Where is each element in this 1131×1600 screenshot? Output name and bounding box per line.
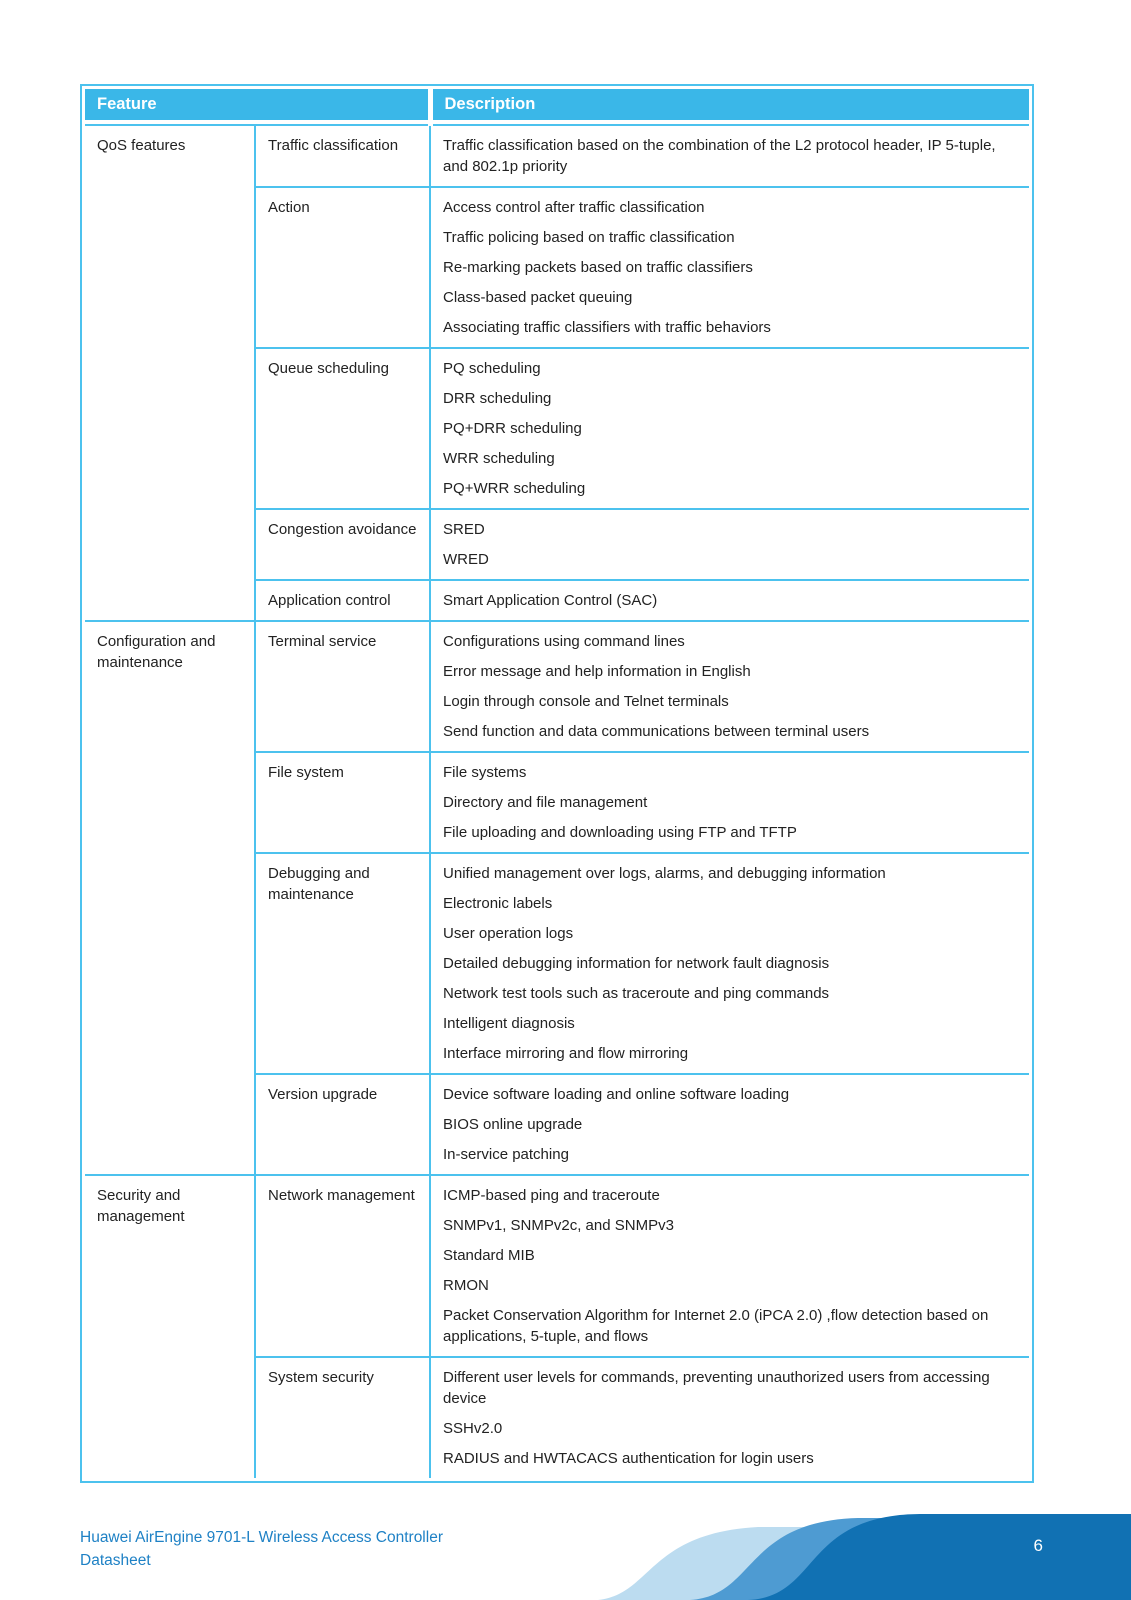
- description-cell: [430, 187, 1029, 348]
- description-item: Packet Conservation Algorithm for Internet 2.0 (iPCA 2.0) ,flow detection based on applications, 5-tuple, and flows: [443, 1307, 989, 1345]
- description-cell: [430, 752, 1029, 853]
- description-cell: [430, 853, 1029, 1074]
- description-item: RMON: [443, 1277, 489, 1294]
- table-header-row: [85, 89, 1029, 125]
- description-item: Traffic classification based on the combination of the L2 protocol header, IP 5-tuple, and 802.1p priority: [443, 137, 996, 175]
- category-cell-configuration: Configuration and maintenance: [85, 621, 255, 1175]
- description-column-header: Description: [430, 89, 1029, 125]
- description-item: Different user levels for commands, preventing unauthorized users from accessing device: [443, 1369, 990, 1407]
- feature-cell: Debugging and maintenance: [255, 853, 430, 1074]
- description-item: Login through console and Telnet terminals: [443, 693, 729, 710]
- feature-cell: Traffic classification: [255, 125, 430, 187]
- description-item: Unified management over logs, alarms, and debugging information: [443, 865, 886, 882]
- description-item: User operation logs: [443, 925, 574, 942]
- description-item: Traffic policing based on traffic classification: [443, 229, 735, 246]
- description-item: SRED: [443, 521, 485, 538]
- description-item: SNMPv1, SNMPv2c, and SNMPv3: [443, 1217, 674, 1234]
- description-cell: [430, 1357, 1029, 1478]
- description-item: Standard MIB: [443, 1247, 535, 1264]
- description-cell: [430, 580, 1029, 621]
- description-item: WRED: [443, 551, 489, 568]
- footer-doc-title-line2: Datasheet: [80, 1552, 151, 1569]
- feature-cell: System security: [255, 1357, 430, 1478]
- table-row: [85, 1175, 1029, 1357]
- description-item: PQ scheduling: [443, 360, 541, 377]
- description-item: PQ+DRR scheduling: [443, 420, 582, 437]
- description-item: Associating traffic classifiers with traffic behaviors: [443, 319, 771, 336]
- category-cell-security: Security and management: [85, 1175, 255, 1478]
- description-item: Class-based packet queuing: [443, 289, 633, 306]
- footer-doc-title-line1: Huawei AirEngine 9701-L Wireless Access Controller: [80, 1529, 443, 1546]
- description-item: Configurations using command lines: [443, 633, 685, 650]
- description-item: Directory and file management: [443, 794, 648, 811]
- description-item: Send function and data communications between terminal users: [443, 723, 870, 740]
- table-row: [85, 125, 1029, 187]
- description-cell: [430, 1175, 1029, 1357]
- feature-column-header: Feature: [85, 89, 430, 125]
- description-cell: [430, 125, 1029, 187]
- description-item: File uploading and downloading using FTP and TFTP: [443, 824, 797, 841]
- page-number: 6: [1033, 1536, 1043, 1555]
- description-item: Network test tools such as traceroute and ping commands: [443, 985, 830, 1002]
- description-cell: [430, 621, 1029, 752]
- description-cell: [430, 348, 1029, 509]
- description-item: Re-marking packets based on traffic classifiers: [443, 259, 753, 276]
- description-item: ICMP-based ping and traceroute: [443, 1187, 660, 1204]
- description-item: DRR scheduling: [443, 390, 552, 407]
- description-item: PQ+WRR scheduling: [443, 480, 586, 497]
- table-row: [85, 621, 1029, 752]
- description-item: Smart Application Control (SAC): [443, 592, 658, 609]
- feature-cell: Terminal service: [255, 621, 430, 752]
- description-item: Intelligent diagnosis: [443, 1015, 575, 1032]
- feature-cell: Congestion avoidance: [255, 509, 430, 580]
- description-item: Device software loading and online software loading: [443, 1086, 790, 1103]
- description-item: WRR scheduling: [443, 450, 555, 467]
- feature-cell: Version upgrade: [255, 1074, 430, 1175]
- feature-cell: Application control: [255, 580, 430, 621]
- description-item: Error message and help information in English: [443, 663, 751, 680]
- description-item: RADIUS and HWTACACS authentication for login users: [443, 1450, 814, 1467]
- feature-cell: Action: [255, 187, 430, 348]
- feature-cell: Queue scheduling: [255, 348, 430, 509]
- description-item: Detailed debugging information for network fault diagnosis: [443, 955, 830, 972]
- description-item: In-service patching: [443, 1146, 569, 1163]
- description-cell: [430, 509, 1029, 580]
- feature-cell: Network management: [255, 1175, 430, 1357]
- description-item: Access control after traffic classification: [443, 199, 705, 216]
- feature-cell: File system: [255, 752, 430, 853]
- description-item: Interface mirroring and flow mirroring: [443, 1045, 689, 1062]
- features-table: [80, 84, 1034, 1483]
- category-cell-qos: QoS features: [85, 125, 255, 621]
- description-cell: [430, 1074, 1029, 1175]
- description-item: BIOS online upgrade: [443, 1116, 583, 1133]
- description-item: Electronic labels: [443, 895, 553, 912]
- description-item: SSHv2.0: [443, 1420, 503, 1437]
- footer-wave-graphic: [0, 1480, 1131, 1600]
- description-item: File systems: [443, 764, 527, 781]
